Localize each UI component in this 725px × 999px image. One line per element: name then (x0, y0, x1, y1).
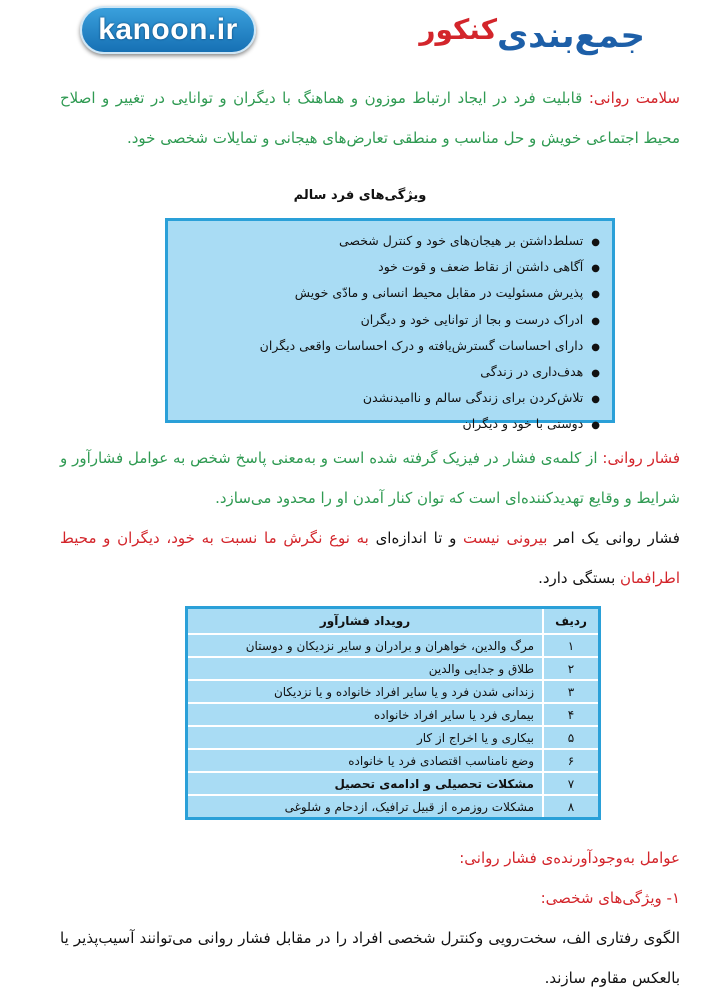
row-event: بیماری فرد یا سایر افراد خانواده (187, 703, 544, 726)
stress-factors-heading: عوامل به‌وجودآورنده‌ی فشار روانی: (459, 849, 680, 867)
highlight-segment: به نوع نگرش ما نسبت به خود، دیگران و محیط اطرافمان (60, 529, 680, 587)
row-number: ۵ (543, 726, 600, 749)
stress-definition (60, 438, 680, 518)
brand-logo-part2: کنکور (419, 13, 498, 46)
table-row (187, 680, 600, 703)
table-row (187, 657, 600, 680)
list-item: ● آگاهی داشتن از نقاط ضعف و قوت خود (168, 255, 600, 281)
row-number: ۸ (543, 795, 600, 819)
healthy-traits-box (165, 218, 615, 432)
list-item: ● تسلط‌داشتن بر هیجان‌های خود و کنترل شخصی (168, 229, 600, 255)
row-event: وضع نامناسب اقتصادی فرد یا خانواده (187, 749, 544, 772)
table-header-row (187, 608, 600, 635)
brand-logo (415, 6, 645, 56)
column-header-row-number: ردیف (543, 608, 600, 635)
row-number: ۷ (543, 772, 600, 795)
list-item: ● تلاش‌کردن برای زندگی سالم و ناامیدنشدن (168, 386, 600, 412)
highlight-segment: بیرونی نیست (463, 529, 548, 547)
row-number: ۶ (543, 749, 600, 772)
brand-logo-part1: جمع‌بندی (497, 16, 645, 56)
table-row (187, 772, 600, 795)
row-event: مرگ والدین، خواهران و برادران و سایر نزدیکان و دوستان (187, 634, 544, 657)
row-number: ۴ (543, 703, 600, 726)
row-event: طلاق و جدایی والدین (187, 657, 544, 680)
healthy-traits-title: ویژگی‌های فرد سالم (293, 188, 427, 203)
definition-term: سلامت روانی: (588, 89, 680, 107)
personal-traits-subheading: ۱- ویژگی‌های شخصی: (540, 889, 680, 907)
table-row (187, 703, 600, 726)
list-item: ● پذیرش مسئولیت در مقابل محیط انسانی و مادّی خویش (168, 281, 600, 307)
row-number: ۳ (543, 680, 600, 703)
table-row (187, 634, 600, 657)
definition-text: قابلیت فرد در ایجاد ارتباط موزون و هماهنگ با دیگران و توانایی در تغییر و اصلاح محیط اجتماعی خویش و حل مناسب و منطقی تعارض‌های هیجانی و تمایلات شخصی خود. (60, 89, 680, 147)
stress-attitude-paragraph (60, 518, 680, 598)
mental-health-definition (60, 78, 680, 158)
definition-text: از کلمه‌ی فشار در فیزیک گرفته شده است و به‌معنی پاسخ شخص به عوامل فشارآور و شرایط و وقایع تهدیدکننده‌ای است که توان کنار آمدن او را محدود می‌سازد. (60, 449, 680, 507)
behavior-pattern-paragraph: الگوی رفتاری الف، سخت‌رویی وکنترل شخصی افراد را در مقابل فشار روانی می‌توانند آسیب‌پذیر یا بالعکس مقاوم سازند. (60, 929, 680, 987)
row-event: مشکلات روزمره از قبیل ترافیک، ازدحام و شلوغی (187, 795, 544, 819)
kanoon-logo (80, 6, 256, 54)
row-event: بیکاری و یا اخراج از کار (187, 726, 544, 749)
list-item: ● دوستی با خود و دیگران (168, 412, 600, 438)
list-item: ● ادراک درست و بجا از توانایی خود و دیگران (168, 308, 600, 334)
row-number: ۲ (543, 657, 600, 680)
text-segment: فشار روانی یک امر (547, 529, 680, 547)
row-event: زندانی شدن فرد و یا سایر افراد خانواده و یا نزدیکان (187, 680, 544, 703)
list-item: ● هدف‌داری در زندگی (168, 360, 600, 386)
row-event: مشکلات تحصیلی و ادامه‌ی تحصیل (187, 772, 544, 795)
definition-term: فشار روانی: (602, 449, 681, 467)
kanoon-logo-text: kanoon.ir (98, 13, 238, 46)
row-number: ۱ (543, 634, 600, 657)
column-header-event: رویداد فشارآور (187, 608, 544, 635)
list-item: ● دارای احساسات گسترش‌یافته و درک احساسات واقعی دیگران (168, 334, 600, 360)
text-segment: بستگی دارد. (538, 569, 621, 587)
table-row (187, 726, 600, 749)
text-segment: و تا اندازه‌ای (368, 529, 464, 547)
table-row (187, 749, 600, 772)
stress-events-table (185, 606, 601, 820)
table-row (187, 795, 600, 819)
